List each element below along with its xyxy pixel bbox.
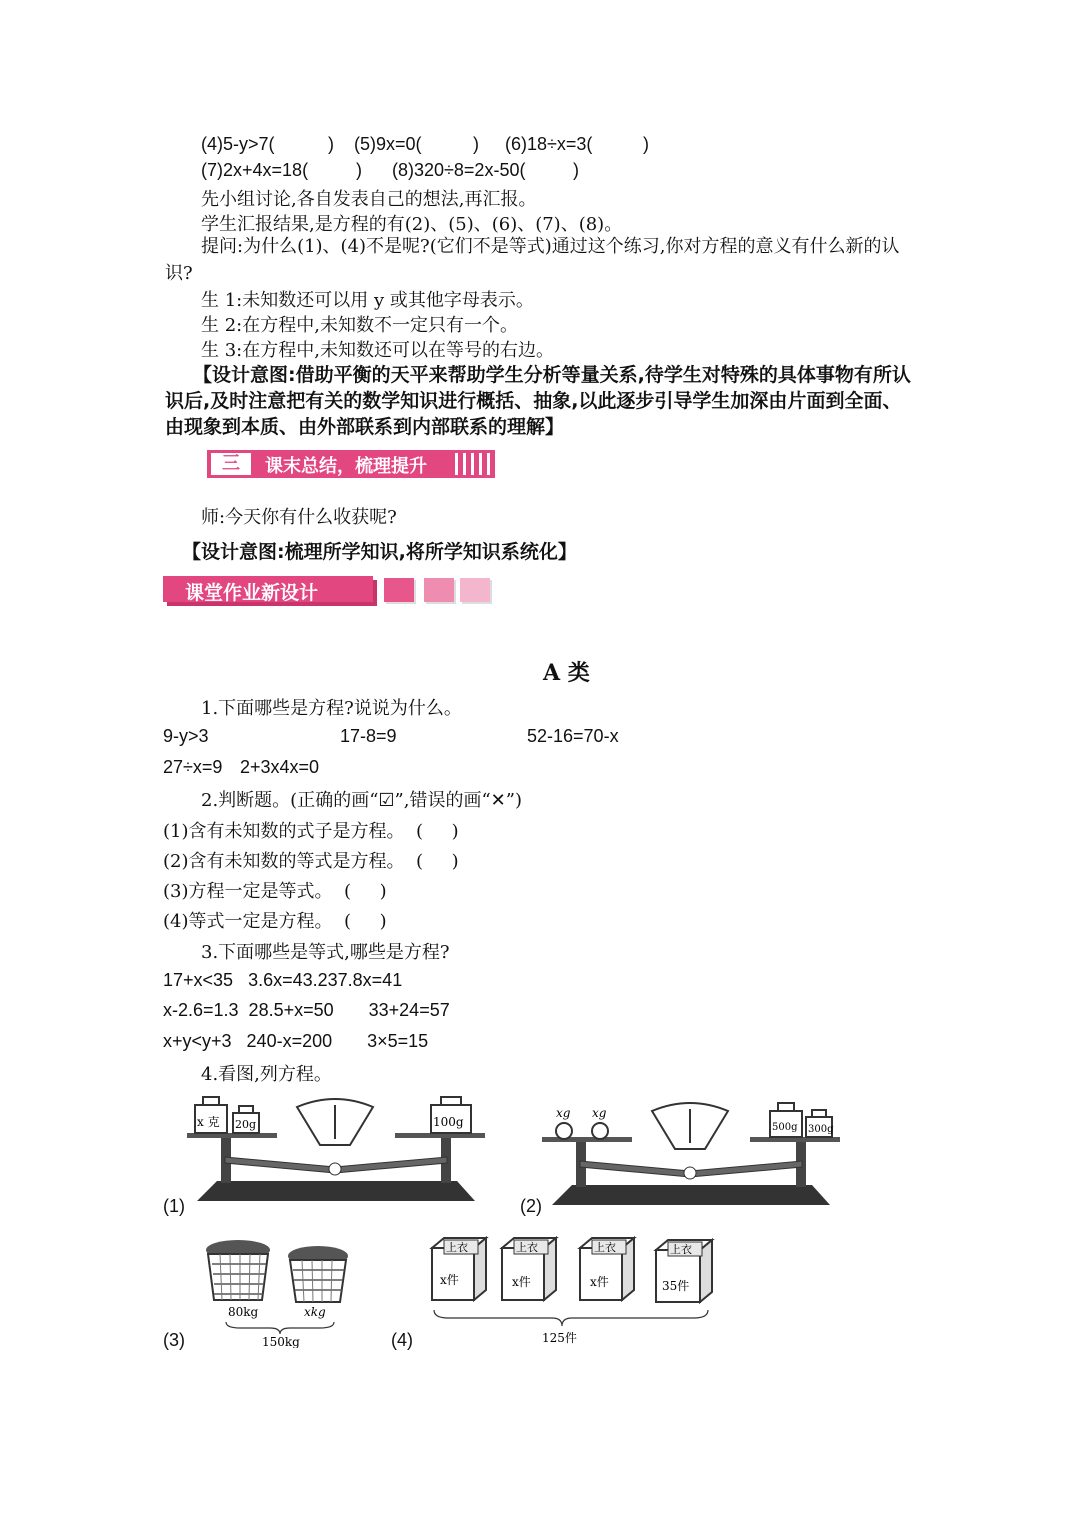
balance-figure-1 — [185, 1093, 485, 1205]
section-title: 课末总结，梳理提升 — [265, 456, 427, 477]
total-label: 150kg — [262, 1335, 300, 1348]
q1-item: 52-16=70-x — [527, 726, 619, 746]
paragraph: 学生汇报结果,是方程的有(2)、(5)、(6)、(7)、(8)。 — [201, 214, 623, 235]
section-banner — [207, 450, 495, 478]
weight-label: 20g — [235, 1118, 257, 1131]
box-label: x件 — [440, 1273, 459, 1287]
student-answer: 生 2:在方程中,未知数不一定只有一个。 — [201, 315, 518, 336]
student-answer: 生 3:在方程中,未知数还可以在等号的右边。 — [201, 340, 554, 361]
apple-label: xg — [592, 1106, 607, 1120]
figure-label: (4) — [391, 1330, 413, 1350]
boxes-figure — [428, 1234, 723, 1349]
q3-row: 17+x<35 3.6x=43.237.8x=41 — [163, 970, 403, 990]
basket-label: 80kg — [228, 1305, 259, 1319]
q2-item: (3)方程一定是等式。 ( ) — [163, 881, 387, 902]
box — [580, 1238, 634, 1300]
weight-label: 500g — [772, 1122, 798, 1133]
box-top-label: 上衣 — [594, 1241, 616, 1254]
decor-square — [460, 578, 490, 602]
q3-row: x-2.6=1.3 28.5+x=50 33+24=57 — [163, 1000, 450, 1020]
decor-square — [424, 578, 454, 602]
paragraph: 提问:为什么(1)、(4)不是呢?(它们不是等式)通过这个练习,你对方程的意义有什么新的认识? — [165, 236, 900, 284]
question-2-prompt: 2.判断题。(正确的画“☑”,错误的画“✕”) — [201, 790, 522, 811]
paren-close: ) — [328, 134, 334, 154]
figure-label: (1) — [163, 1196, 185, 1216]
box-label: x件 — [512, 1275, 531, 1289]
box-top-label: 上衣 — [670, 1243, 692, 1256]
weight-label: 100g — [433, 1115, 464, 1129]
figure-label: (3) — [163, 1330, 185, 1350]
exercise-5: (5)9x=0( — [354, 134, 422, 154]
q2-item: (2)含有未知数的等式是方程。 ( ) — [163, 851, 459, 872]
decor-square — [384, 578, 414, 602]
q2-item: (1)含有未知数的式子是方程。 ( ) — [163, 821, 459, 842]
balance-figure-2 — [540, 1097, 840, 1209]
total-label: 125件 — [542, 1331, 577, 1345]
question-3-prompt: 3.下面哪些是等式,哪些是方程? — [201, 942, 450, 963]
paren-close: ) — [643, 134, 649, 154]
box-top-label: 上衣 — [516, 1241, 538, 1254]
weight-label: x 克 — [197, 1115, 220, 1129]
q1-item: 17-8=9 — [340, 726, 397, 746]
box — [502, 1238, 556, 1300]
homework-banner — [163, 576, 373, 602]
apple-label: xg — [556, 1106, 571, 1120]
exercise-8: (8)320÷8=2x-50( — [392, 160, 526, 180]
weight-label: 300g — [808, 1124, 834, 1135]
basket — [206, 1240, 270, 1300]
basket — [288, 1246, 348, 1302]
basket-label: xkg — [304, 1305, 326, 1319]
box-label: 35件 — [662, 1279, 690, 1293]
question-1-prompt: 1.下面哪些是方程?说说为什么。 — [201, 698, 462, 719]
box — [656, 1240, 712, 1302]
q1-item: 2+3x4x=0 — [240, 757, 320, 777]
q2-item: (4)等式一定是方程。 ( ) — [163, 911, 387, 932]
paren-close: ) — [473, 134, 479, 154]
homework-banner-label: 课堂作业新设计 — [185, 582, 319, 604]
exercise-4: (4)5-y>7( — [201, 134, 275, 154]
box-label: x件 — [590, 1275, 609, 1289]
q1-item: 27÷x=9 — [163, 757, 223, 777]
banner-stripes — [455, 453, 491, 475]
baskets-figure — [200, 1236, 360, 1348]
question-4-prompt: 4.看图,列方程。 — [201, 1064, 332, 1085]
exercise-7: (7)2x+4x=18( — [201, 160, 309, 180]
q1-item: 9-y>3 — [163, 726, 209, 746]
box — [432, 1238, 486, 1300]
section-number: 三 — [211, 453, 251, 475]
student-answer: 生 1:未知数还可以用 y 或其他字母表示。 — [201, 290, 534, 311]
box-top-label: 上衣 — [446, 1241, 468, 1254]
figure-label: (2) — [520, 1196, 542, 1216]
design-intent: 【设计意图:梳理所学知识,将所学知识系统化】 — [182, 541, 577, 563]
q3-row: x+y<y+3 240-x=200 3×5=15 — [163, 1031, 429, 1051]
category-title: A 类 — [543, 660, 590, 686]
teacher-question: 师:今天你有什么收获呢? — [201, 507, 397, 528]
paragraph: 先小组讨论,各自发表自己的想法,再汇报。 — [201, 189, 537, 210]
paren-close: ) — [573, 160, 579, 180]
design-intent: 【设计意图:借助平衡的天平来帮助学生分析等量关系,待学生对特殊的具体事物有所认识后,及时注意把有关的数学知识进行概括、抽象,以此逐步引导学生加深由片面到全面、由现象到本质、由外部联系到内部联系的理解】 — [165, 364, 911, 438]
paren-close: ) — [356, 160, 362, 180]
exercise-6: (6)18÷x=3( — [505, 134, 593, 154]
